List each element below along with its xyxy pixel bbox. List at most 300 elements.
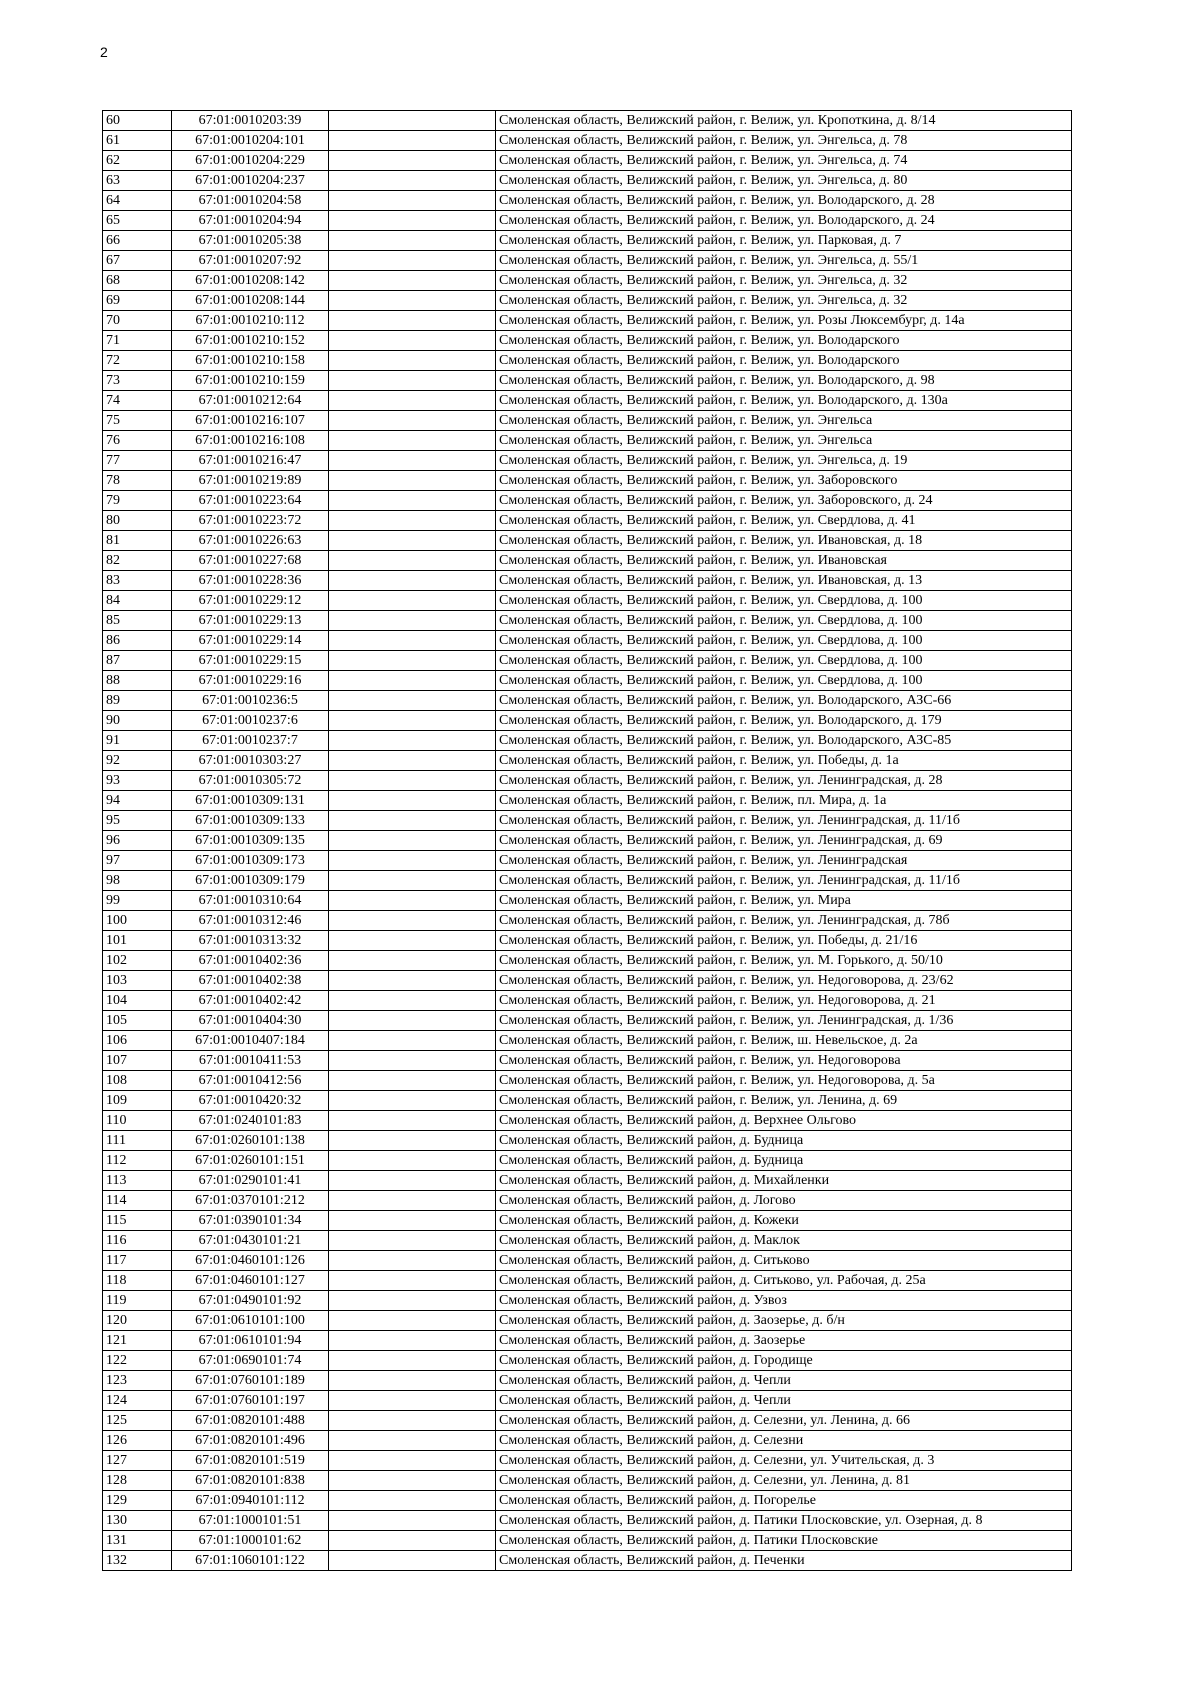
cadastral-number-cell: 67:01:0820101:519 (172, 1451, 329, 1471)
table-row (103, 1551, 1072, 1571)
cadastral-number-cell: 67:01:0010204:229 (172, 151, 329, 171)
row-number-cell: 100 (103, 911, 172, 931)
empty-cell (329, 1331, 496, 1351)
row-number-cell: 88 (103, 671, 172, 691)
address-cell: Смоленская область, Велижский район, д. Патики Плосковские, ул. Озерная, д. 8 (496, 1511, 1072, 1531)
table-row (103, 1371, 1072, 1391)
address-cell: Смоленская область, Велижский район, д. Селезни, ул. Учительская, д. 3 (496, 1451, 1072, 1471)
row-number-cell: 81 (103, 531, 172, 551)
address-cell: Смоленская область, Велижский район, г. Велиж, ул. Володарского, д. 179 (496, 711, 1072, 731)
cadastral-number-cell: 67:01:0760101:189 (172, 1371, 329, 1391)
empty-cell (329, 1371, 496, 1391)
row-number-cell: 89 (103, 691, 172, 711)
row-number-cell: 101 (103, 931, 172, 951)
empty-cell (329, 491, 496, 511)
cadastral-number-cell: 67:01:0370101:212 (172, 1191, 329, 1211)
cadastral-number-cell: 67:01:0010404:30 (172, 1011, 329, 1031)
empty-cell (329, 1271, 496, 1291)
empty-cell (329, 191, 496, 211)
address-cell: Смоленская область, Велижский район, г. Велиж, ул. Свердлова, д. 100 (496, 671, 1072, 691)
empty-cell (329, 771, 496, 791)
table-row (103, 571, 1072, 591)
cadastral-number-cell: 67:01:0010204:58 (172, 191, 329, 211)
address-cell: Смоленская область, Велижский район, г. Велиж, ул. Недоговорова, д. 21 (496, 991, 1072, 1011)
cadastral-number-cell: 67:01:0460101:126 (172, 1251, 329, 1271)
row-number-cell: 71 (103, 331, 172, 351)
empty-cell (329, 1031, 496, 1051)
empty-cell (329, 611, 496, 631)
empty-cell (329, 251, 496, 271)
cadastral-number-cell: 67:01:0460101:127 (172, 1271, 329, 1291)
row-number-cell: 102 (103, 951, 172, 971)
row-number-cell: 87 (103, 651, 172, 671)
row-number-cell: 61 (103, 131, 172, 151)
address-cell: Смоленская область, Велижский район, г. Велиж, ул. Свердлова, д. 100 (496, 631, 1072, 651)
table-row (103, 331, 1072, 351)
row-number-cell: 60 (103, 111, 172, 131)
address-cell: Смоленская область, Велижский район, г. Велиж, ул. Ивановская, д. 18 (496, 531, 1072, 551)
empty-cell (329, 1091, 496, 1111)
row-number-cell: 78 (103, 471, 172, 491)
table-row (103, 1111, 1072, 1131)
registry-table-body (103, 111, 1072, 1571)
empty-cell (329, 1351, 496, 1371)
empty-cell (329, 1191, 496, 1211)
cadastral-number-cell: 67:01:0010229:13 (172, 611, 329, 631)
row-number-cell: 124 (103, 1391, 172, 1411)
cadastral-number-cell: 67:01:0010309:173 (172, 851, 329, 871)
cadastral-number-cell: 67:01:0010402:38 (172, 971, 329, 991)
cadastral-number-cell: 67:01:0390101:34 (172, 1211, 329, 1231)
table-row (103, 1171, 1072, 1191)
address-cell: Смоленская область, Велижский район, г. Велиж, ул. Победы, д. 1а (496, 751, 1072, 771)
address-cell: Смоленская область, Велижский район, г. Велиж, ул. Ленинградская, д. 11/1б (496, 811, 1072, 831)
row-number-cell: 77 (103, 451, 172, 471)
row-number-cell: 123 (103, 1371, 172, 1391)
row-number-cell: 116 (103, 1231, 172, 1251)
empty-cell (329, 931, 496, 951)
table-row (103, 1051, 1072, 1071)
address-cell: Смоленская область, Велижский район, г. Велиж, ул. Володарского (496, 331, 1072, 351)
row-number-cell: 70 (103, 311, 172, 331)
table-row (103, 111, 1072, 131)
cadastral-number-cell: 67:01:0010309:135 (172, 831, 329, 851)
cadastral-number-cell: 67:01:0010407:184 (172, 1031, 329, 1051)
table-row (103, 151, 1072, 171)
empty-cell (329, 1391, 496, 1411)
cadastral-number-cell: 67:01:0610101:100 (172, 1311, 329, 1331)
table-row (103, 671, 1072, 691)
empty-cell (329, 1451, 496, 1471)
table-row (103, 1231, 1072, 1251)
cadastral-number-cell: 67:01:0010237:7 (172, 731, 329, 751)
table-row (103, 371, 1072, 391)
empty-cell (329, 451, 496, 471)
cadastral-number-cell: 67:01:0760101:197 (172, 1391, 329, 1411)
address-cell: Смоленская область, Велижский район, г. Велиж, ул. Ивановская (496, 551, 1072, 571)
row-number-cell: 72 (103, 351, 172, 371)
address-cell: Смоленская область, Велижский район, г. Велиж, ул. Ленинградская (496, 851, 1072, 871)
table-row (103, 311, 1072, 331)
row-number-cell: 68 (103, 271, 172, 291)
table-row (103, 1131, 1072, 1151)
row-number-cell: 90 (103, 711, 172, 731)
address-cell: Смоленская область, Велижский район, г. Велиж, ул. Розы Люксембург, д. 14а (496, 311, 1072, 331)
cadastral-number-cell: 67:01:0010236:5 (172, 691, 329, 711)
address-cell: Смоленская область, Велижский район, г. Велиж, ул. Энгельса, д. 80 (496, 171, 1072, 191)
address-cell: Смоленская область, Велижский район, д. Селезни (496, 1431, 1072, 1451)
cadastral-number-cell: 67:01:0260101:151 (172, 1151, 329, 1171)
address-cell: Смоленская область, Велижский район, д. Логово (496, 1191, 1072, 1211)
address-cell: Смоленская область, Велижский район, д. Погорелье (496, 1491, 1072, 1511)
address-cell: Смоленская область, Велижский район, г. Велиж, ул. Энгельса, д. 19 (496, 451, 1072, 471)
address-cell: Смоленская область, Велижский район, д. Печенки (496, 1551, 1072, 1571)
empty-cell (329, 1291, 496, 1311)
row-number-cell: 82 (103, 551, 172, 571)
row-number-cell: 111 (103, 1131, 172, 1151)
table-row (103, 431, 1072, 451)
cadastral-number-cell: 67:01:0010210:112 (172, 311, 329, 331)
cadastral-number-cell: 67:01:0610101:94 (172, 1331, 329, 1351)
row-number-cell: 120 (103, 1311, 172, 1331)
cadastral-number-cell: 67:01:0010204:94 (172, 211, 329, 231)
cadastral-number-cell: 67:01:0010229:12 (172, 591, 329, 611)
row-number-cell: 125 (103, 1411, 172, 1431)
row-number-cell: 93 (103, 771, 172, 791)
table-row (103, 191, 1072, 211)
cadastral-number-cell: 67:01:0010226:63 (172, 531, 329, 551)
row-number-cell: 63 (103, 171, 172, 191)
row-number-cell: 109 (103, 1091, 172, 1111)
cadastral-number-cell: 67:01:0010203:39 (172, 111, 329, 131)
address-cell: Смоленская область, Велижский район, г. Велиж, ул. Энгельса, д. 55/1 (496, 251, 1072, 271)
empty-cell (329, 411, 496, 431)
table-row (103, 971, 1072, 991)
row-number-cell: 95 (103, 811, 172, 831)
table-row (103, 1471, 1072, 1491)
table-row (103, 1191, 1072, 1211)
empty-cell (329, 851, 496, 871)
address-cell: Смоленская область, Велижский район, д. Чепли (496, 1371, 1072, 1391)
table-row (103, 1351, 1072, 1371)
empty-cell (329, 231, 496, 251)
address-cell: Смоленская область, Велижский район, д. Михайленки (496, 1171, 1072, 1191)
empty-cell (329, 1251, 496, 1271)
row-number-cell: 97 (103, 851, 172, 871)
cadastral-number-cell: 67:01:0820101:838 (172, 1471, 329, 1491)
row-number-cell: 91 (103, 731, 172, 751)
address-cell: Смоленская область, Велижский район, г. Велиж, пл. Мира, д. 1а (496, 791, 1072, 811)
cadastral-number-cell: 67:01:0010420:32 (172, 1091, 329, 1111)
table-row (103, 651, 1072, 671)
row-number-cell: 67 (103, 251, 172, 271)
address-cell: Смоленская область, Велижский район, г. Велиж, ул. Энгельса, д. 32 (496, 291, 1072, 311)
cadastral-number-cell: 67:01:0010312:46 (172, 911, 329, 931)
empty-cell (329, 1071, 496, 1091)
row-number-cell: 113 (103, 1171, 172, 1191)
empty-cell (329, 391, 496, 411)
empty-cell (329, 1211, 496, 1231)
empty-cell (329, 311, 496, 331)
cadastral-number-cell: 67:01:0010229:15 (172, 651, 329, 671)
address-cell: Смоленская область, Велижский район, д. Ситьково, ул. Рабочая, д. 25а (496, 1271, 1072, 1291)
address-cell: Смоленская область, Велижский район, д. Селезни, ул. Ленина, д. 81 (496, 1471, 1072, 1491)
table-row (103, 1391, 1072, 1411)
address-cell: Смоленская область, Велижский район, д. Будница (496, 1131, 1072, 1151)
address-cell: Смоленская область, Велижский район, г. Велиж, ул. Заборовского, д. 24 (496, 491, 1072, 511)
table-row (103, 1071, 1072, 1091)
table-row (103, 811, 1072, 831)
empty-cell (329, 1531, 496, 1551)
address-cell: Смоленская область, Велижский район, г. Велиж, ул. Ленинградская, д. 78б (496, 911, 1072, 931)
cadastral-number-cell: 67:01:0240101:83 (172, 1111, 329, 1131)
cadastral-number-cell: 67:01:0010229:16 (172, 671, 329, 691)
cadastral-number-cell: 67:01:0010208:144 (172, 291, 329, 311)
cadastral-number-cell: 67:01:0010305:72 (172, 771, 329, 791)
row-number-cell: 131 (103, 1531, 172, 1551)
cadastral-number-cell: 67:01:0010402:36 (172, 951, 329, 971)
table-row (103, 1291, 1072, 1311)
row-number-cell: 86 (103, 631, 172, 651)
address-cell: Смоленская область, Велижский район, г. Велиж, ул. Володарского, АЗС-85 (496, 731, 1072, 751)
cadastral-number-cell: 67:01:0010309:133 (172, 811, 329, 831)
address-cell: Смоленская область, Велижский район, г. Велиж, ул. Победы, д. 21/16 (496, 931, 1072, 951)
row-number-cell: 65 (103, 211, 172, 231)
row-number-cell: 129 (103, 1491, 172, 1511)
row-number-cell: 83 (103, 571, 172, 591)
empty-cell (329, 1231, 496, 1251)
empty-cell (329, 631, 496, 651)
cadastral-number-cell: 67:01:0010310:64 (172, 891, 329, 911)
table-row (103, 551, 1072, 571)
empty-cell (329, 111, 496, 131)
empty-cell (329, 1051, 496, 1071)
row-number-cell: 62 (103, 151, 172, 171)
table-row (103, 351, 1072, 371)
cadastral-number-cell: 67:01:0010216:107 (172, 411, 329, 431)
table-row (103, 1031, 1072, 1051)
empty-cell (329, 971, 496, 991)
address-cell: Смоленская область, Велижский район, г. Велиж, ул. Ивановская, д. 13 (496, 571, 1072, 591)
empty-cell (329, 1551, 496, 1571)
address-cell: Смоленская область, Велижский район, д. Заозерье (496, 1331, 1072, 1351)
address-cell: Смоленская область, Велижский район, г. Велиж, ул. Энгельса (496, 411, 1072, 431)
cadastral-number-cell: 67:01:0010309:131 (172, 791, 329, 811)
row-number-cell: 107 (103, 1051, 172, 1071)
cadastral-number-cell: 67:01:0010402:42 (172, 991, 329, 1011)
table-row (103, 231, 1072, 251)
empty-cell (329, 1411, 496, 1431)
row-number-cell: 130 (103, 1511, 172, 1531)
address-cell: Смоленская область, Велижский район, г. Велиж, ул. Энгельса, д. 78 (496, 131, 1072, 151)
cadastral-number-cell: 67:01:0010208:142 (172, 271, 329, 291)
address-cell: Смоленская область, Велижский район, г. Велиж, ул. Ленинградская, д. 69 (496, 831, 1072, 851)
address-cell: Смоленская область, Велижский район, г. Велиж, ул. Недоговорова, д. 5а (496, 1071, 1072, 1091)
address-cell: Смоленская область, Велижский район, г. Велиж, ул. Энгельса (496, 431, 1072, 451)
address-cell: Смоленская область, Велижский район, д. Маклок (496, 1231, 1072, 1251)
table-row (103, 1091, 1072, 1111)
empty-cell (329, 271, 496, 291)
table-row (103, 1311, 1072, 1331)
table-row (103, 1251, 1072, 1271)
cadastral-number-cell: 67:01:0010313:32 (172, 931, 329, 951)
table-row (103, 711, 1072, 731)
table-row (103, 1011, 1072, 1031)
row-number-cell: 74 (103, 391, 172, 411)
table-row (103, 451, 1072, 471)
row-number-cell: 128 (103, 1471, 172, 1491)
address-cell: Смоленская область, Велижский район, д. Узвоз (496, 1291, 1072, 1311)
table-row (103, 631, 1072, 651)
cadastral-number-cell: 67:01:0010205:38 (172, 231, 329, 251)
address-cell: Смоленская область, Велижский район, г. Велиж, ул. Заборовского (496, 471, 1072, 491)
empty-cell (329, 1511, 496, 1531)
cadastral-number-cell: 67:01:0010210:152 (172, 331, 329, 351)
empty-cell (329, 1491, 496, 1511)
address-cell: Смоленская область, Велижский район, г. Велиж, ул. Ленинградская, д. 1/36 (496, 1011, 1072, 1031)
table-row (103, 391, 1072, 411)
address-cell: Смоленская область, Велижский район, г. Велиж, ул. Ленинградская, д. 11/1б (496, 871, 1072, 891)
row-number-cell: 96 (103, 831, 172, 851)
empty-cell (329, 791, 496, 811)
row-number-cell: 69 (103, 291, 172, 311)
row-number-cell: 98 (103, 871, 172, 891)
cadastral-number-cell: 67:01:0010229:14 (172, 631, 329, 651)
table-row (103, 291, 1072, 311)
cadastral-number-cell: 67:01:1000101:62 (172, 1531, 329, 1551)
cadastral-number-cell: 67:01:0010204:101 (172, 131, 329, 151)
row-number-cell: 114 (103, 1191, 172, 1211)
empty-cell (329, 591, 496, 611)
empty-cell (329, 811, 496, 831)
cadastral-number-cell: 67:01:0260101:138 (172, 1131, 329, 1151)
address-cell: Смоленская область, Велижский район, г. Велиж, ул. Свердлова, д. 100 (496, 611, 1072, 631)
table-row (103, 731, 1072, 751)
table-row (103, 271, 1072, 291)
empty-cell (329, 351, 496, 371)
address-cell: Смоленская область, Велижский район, г. Велиж, ул. Энгельса, д. 74 (496, 151, 1072, 171)
table-row (103, 691, 1072, 711)
empty-cell (329, 551, 496, 571)
empty-cell (329, 671, 496, 691)
address-cell: Смоленская область, Велижский район, г. Велиж, ул. Володарского, д. 130а (496, 391, 1072, 411)
address-cell: Смоленская область, Велижский район, д. Селезни, ул. Ленина, д. 66 (496, 1411, 1072, 1431)
row-number-cell: 84 (103, 591, 172, 611)
table-row (103, 1271, 1072, 1291)
cadastral-number-cell: 67:01:1000101:51 (172, 1511, 329, 1531)
row-number-cell: 117 (103, 1251, 172, 1271)
address-cell: Смоленская область, Велижский район, г. Велиж, ул. Володарского, д. 28 (496, 191, 1072, 211)
cadastral-number-cell: 67:01:0820101:496 (172, 1431, 329, 1451)
row-number-cell: 104 (103, 991, 172, 1011)
empty-cell (329, 171, 496, 191)
empty-cell (329, 831, 496, 851)
address-cell: Смоленская область, Велижский район, д. Городище (496, 1351, 1072, 1371)
table-row (103, 611, 1072, 631)
address-cell: Смоленская область, Велижский район, г. Велиж, ул. Ленина, д. 69 (496, 1091, 1072, 1111)
address-cell: Смоленская область, Велижский район, д. Ситьково (496, 1251, 1072, 1271)
row-number-cell: 64 (103, 191, 172, 211)
address-cell: Смоленская область, Велижский район, д. Кожеки (496, 1211, 1072, 1231)
empty-cell (329, 711, 496, 731)
address-cell: Смоленская область, Велижский район, г. Велиж, ул. Недоговорова, д. 23/62 (496, 971, 1072, 991)
table-row (103, 411, 1072, 431)
cadastral-number-cell: 67:01:0010412:56 (172, 1071, 329, 1091)
address-cell: Смоленская область, Велижский район, г. Велиж, ул. Свердлова, д. 100 (496, 651, 1072, 671)
cadastral-number-cell: 67:01:0010411:53 (172, 1051, 329, 1071)
address-cell: Смоленская область, Велижский район, г. Велиж, ш. Невельское, д. 2а (496, 1031, 1072, 1051)
cadastral-number-cell: 67:01:0010210:158 (172, 351, 329, 371)
table-row (103, 751, 1072, 771)
row-number-cell: 106 (103, 1031, 172, 1051)
row-number-cell: 94 (103, 791, 172, 811)
address-cell: Смоленская область, Велижский район, г. Велиж, ул. Володарского, АЗС-66 (496, 691, 1072, 711)
row-number-cell: 108 (103, 1071, 172, 1091)
table-row (103, 1411, 1072, 1431)
table-row (103, 951, 1072, 971)
empty-cell (329, 511, 496, 531)
table-row (103, 251, 1072, 271)
row-number-cell: 119 (103, 1291, 172, 1311)
row-number-cell: 118 (103, 1271, 172, 1291)
cadastral-number-cell: 67:01:0010207:92 (172, 251, 329, 271)
empty-cell (329, 691, 496, 711)
address-cell: Смоленская область, Велижский район, г. Велиж, ул. Недоговорова (496, 1051, 1072, 1071)
empty-cell (329, 1131, 496, 1151)
empty-cell (329, 1171, 496, 1191)
row-number-cell: 75 (103, 411, 172, 431)
cadastral-number-cell: 67:01:0690101:74 (172, 1351, 329, 1371)
row-number-cell: 92 (103, 751, 172, 771)
address-cell: Смоленская область, Велижский район, г. Велиж, ул. Володарского, д. 98 (496, 371, 1072, 391)
table-row (103, 931, 1072, 951)
empty-cell (329, 1011, 496, 1031)
row-number-cell: 122 (103, 1351, 172, 1371)
cadastral-number-cell: 67:01:0430101:21 (172, 1231, 329, 1251)
empty-cell (329, 1431, 496, 1451)
empty-cell (329, 431, 496, 451)
table-row (103, 1451, 1072, 1471)
address-cell: Смоленская область, Велижский район, д. Заозерье, д. б/н (496, 1311, 1072, 1331)
empty-cell (329, 1311, 496, 1331)
cadastral-number-cell: 67:01:0010303:27 (172, 751, 329, 771)
row-number-cell: 103 (103, 971, 172, 991)
row-number-cell: 126 (103, 1431, 172, 1451)
address-cell: Смоленская область, Велижский район, д. Чепли (496, 1391, 1072, 1411)
address-cell: Смоленская область, Велижский район, д. Будница (496, 1151, 1072, 1171)
row-number-cell: 121 (103, 1331, 172, 1351)
cadastral-number-cell: 67:01:0010227:68 (172, 551, 329, 571)
table-row (103, 1151, 1072, 1171)
row-number-cell: 105 (103, 1011, 172, 1031)
empty-cell (329, 951, 496, 971)
row-number-cell: 80 (103, 511, 172, 531)
row-number-cell: 79 (103, 491, 172, 511)
address-cell: Смоленская область, Велижский район, г. Велиж, ул. Кропоткина, д. 8/14 (496, 111, 1072, 131)
table-row (103, 1331, 1072, 1351)
table-row (103, 1511, 1072, 1531)
table-row (103, 851, 1072, 871)
table-row (103, 911, 1072, 931)
table-row (103, 831, 1072, 851)
table-row (103, 791, 1072, 811)
address-cell: Смоленская область, Велижский район, г. Велиж, ул. Парковая, д. 7 (496, 231, 1072, 251)
row-number-cell: 76 (103, 431, 172, 451)
row-number-cell: 85 (103, 611, 172, 631)
empty-cell (329, 211, 496, 231)
registry-table (102, 110, 1072, 1571)
row-number-cell: 115 (103, 1211, 172, 1231)
